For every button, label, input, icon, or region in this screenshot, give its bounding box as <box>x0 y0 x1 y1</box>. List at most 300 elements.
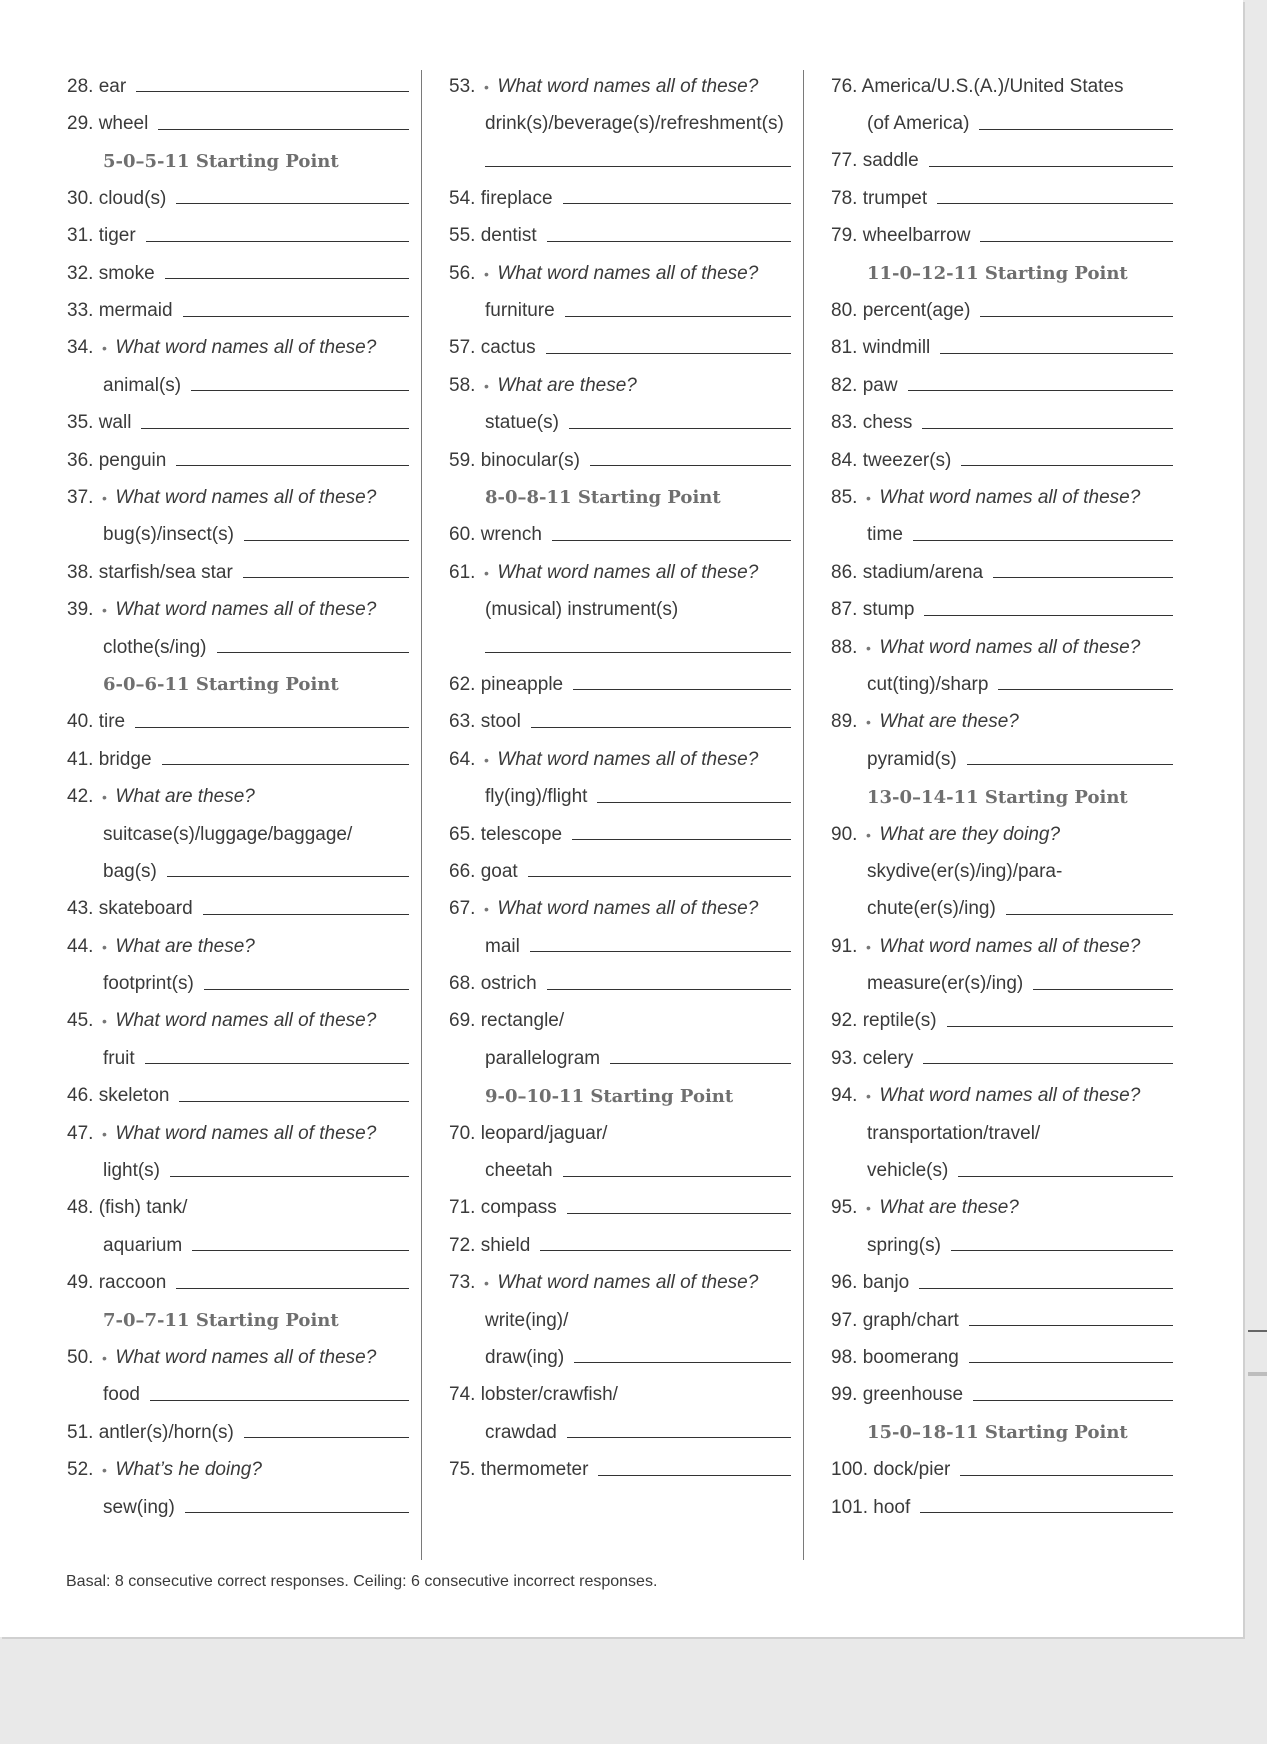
item-row <box>831 442 1173 479</box>
response-blank[interactable] <box>136 91 409 92</box>
item-row <box>449 292 791 329</box>
item-row <box>831 1302 1173 1339</box>
starting-point-heading: 13-0–14-11 Starting Point <box>867 786 1128 808</box>
item-row <box>67 442 409 479</box>
bullet-icon: • <box>101 489 107 506</box>
item-text: 51. antler(s)/horn(s) <box>67 1421 234 1443</box>
prompt-text: What are these? <box>115 935 255 957</box>
item-text: 70. leopard/jaguar/ <box>449 1122 608 1144</box>
item-text: 100. dock/pier <box>831 1459 951 1481</box>
response-blank[interactable] <box>967 764 1173 765</box>
item-number: 44. <box>67 935 94 957</box>
response-blank[interactable] <box>929 166 1173 167</box>
item-text: 96. banjo <box>831 1272 910 1294</box>
item-text: chute(er(s)/ing) <box>867 898 996 920</box>
item-text: 84. tweezer(s) <box>831 449 952 471</box>
response-blank[interactable] <box>485 166 791 167</box>
response-blank[interactable] <box>145 1063 409 1064</box>
prompt-text: What word names all of these? <box>497 898 759 920</box>
item-row <box>831 554 1173 591</box>
item-text: 29. wheel <box>67 113 149 135</box>
response-blank[interactable] <box>204 989 409 990</box>
item-row <box>831 1377 1173 1414</box>
item-row <box>67 554 409 591</box>
item-text: furniture <box>485 300 555 322</box>
item-row <box>831 405 1173 442</box>
bullet-icon: • <box>483 377 489 394</box>
item-text: 65. telescope <box>449 823 563 845</box>
item-row <box>831 1339 1173 1376</box>
item-text: animal(s) <box>103 374 182 396</box>
question-prompt <box>831 704 1173 741</box>
item-row <box>449 1339 791 1376</box>
column-divider <box>421 70 422 1560</box>
item-text: 28. ear <box>67 75 127 97</box>
item-row <box>449 218 791 255</box>
question-prompt <box>449 554 791 591</box>
response-blank[interactable] <box>598 1475 791 1476</box>
item-row <box>831 105 1173 142</box>
item-text: 35. wall <box>67 412 132 434</box>
prompt-text: What are these? <box>879 1197 1019 1219</box>
response-blank[interactable] <box>973 1400 1173 1401</box>
item-text: 48. (fish) tank/ <box>67 1197 188 1219</box>
item-number: 52. <box>67 1459 94 1481</box>
response-blank[interactable] <box>563 203 791 204</box>
item-text: 66. goat <box>449 860 518 882</box>
item-row <box>67 1152 409 1189</box>
response-blank[interactable] <box>192 1250 409 1251</box>
item-row <box>831 1451 1173 1488</box>
prompt-text: What word names all of these? <box>115 1122 377 1144</box>
response-blank[interactable] <box>919 1288 1173 1289</box>
item-text: 99. greenhouse <box>831 1384 964 1406</box>
question-prompt <box>831 928 1173 965</box>
item-text: 75. thermometer <box>449 1459 589 1481</box>
response-blank[interactable] <box>951 1250 1173 1251</box>
response-blank[interactable] <box>960 1475 1173 1476</box>
response-blank[interactable] <box>135 727 409 728</box>
item-row <box>449 1302 791 1339</box>
item-text: 43. skateboard <box>67 898 193 920</box>
starting-point-heading: 8-0–8-11 Starting Point <box>485 487 721 509</box>
response-blank[interactable] <box>167 876 409 877</box>
response-blank[interactable] <box>165 278 409 279</box>
response-blank[interactable] <box>947 1026 1173 1027</box>
item-text: 101. hoof <box>831 1496 911 1518</box>
question-prompt <box>67 1451 409 1488</box>
response-blank[interactable] <box>958 1176 1173 1177</box>
item-text: bug(s)/insect(s) <box>103 524 234 546</box>
response-blank[interactable] <box>547 989 791 990</box>
item-row <box>67 218 409 255</box>
item-text: 97. graph/chart <box>831 1309 959 1331</box>
item-text: write(ing)/ <box>485 1309 569 1331</box>
question-prompt <box>67 778 409 815</box>
item-row <box>831 1152 1173 1189</box>
response-blank[interactable] <box>610 1063 791 1064</box>
item-text: spring(s) <box>867 1234 941 1256</box>
item-text: aquarium <box>103 1234 183 1256</box>
item-number: 42. <box>67 786 94 808</box>
item-row <box>449 1227 791 1264</box>
response-blank[interactable] <box>1006 914 1173 915</box>
item-text: 72. shield <box>449 1234 531 1256</box>
prompt-text: What word names all of these? <box>497 748 759 770</box>
item-number: 53. <box>449 75 476 97</box>
item-row <box>67 1265 409 1302</box>
response-blank[interactable] <box>203 914 409 915</box>
bullet-icon: • <box>101 789 107 806</box>
item-text: 76. America/U.S.(A.)/United States <box>831 75 1124 97</box>
response-blank[interactable] <box>979 129 1173 130</box>
item-text: statue(s) <box>485 412 559 434</box>
item-text: 41. bridge <box>67 748 152 770</box>
item-row <box>831 517 1173 554</box>
item-row <box>831 1265 1173 1302</box>
item-row <box>831 292 1173 329</box>
response-blank[interactable] <box>573 689 791 690</box>
bullet-icon: • <box>101 1462 107 1479</box>
item-row <box>67 517 409 554</box>
item-number: 85. <box>831 486 858 508</box>
question-prompt <box>67 1115 409 1152</box>
prompt-text: What word names all of these? <box>497 1272 759 1294</box>
item-number: 88. <box>831 636 858 658</box>
response-blank[interactable] <box>183 316 409 317</box>
prompt-text: What are these? <box>497 374 637 396</box>
prompt-text: What word names all of these? <box>497 561 759 583</box>
item-text: 55. dentist <box>449 225 537 247</box>
item-row <box>67 965 409 1002</box>
item-number: 89. <box>831 711 858 733</box>
prompt-text: What are these? <box>879 711 1019 733</box>
prompt-text: What’s he doing? <box>115 1459 262 1481</box>
item-number: 94. <box>831 1085 858 1107</box>
item-row <box>67 891 409 928</box>
item-text: parallelogram <box>485 1047 601 1069</box>
item-row <box>449 1451 791 1488</box>
item-text: suitcase(s)/luggage/baggage/ <box>103 823 353 845</box>
item-text: drink(s)/beverage(s)/refreshment(s) <box>485 113 784 135</box>
item-text: transportation/travel/ <box>867 1122 1041 1144</box>
response-blank[interactable] <box>1033 989 1173 990</box>
item-text: 93. celery <box>831 1047 914 1069</box>
item-text: bag(s) <box>103 860 157 882</box>
item-text: 81. windmill <box>831 337 931 359</box>
response-blank[interactable] <box>908 390 1173 391</box>
item-text: 54. fireplace <box>449 187 553 209</box>
item-row <box>67 367 409 404</box>
item-row <box>67 68 409 105</box>
item-row <box>831 180 1173 217</box>
response-blank[interactable] <box>185 1512 409 1513</box>
item-row <box>449 1115 791 1152</box>
item-text: 98. boomerang <box>831 1346 959 1368</box>
response-blank[interactable] <box>530 951 791 952</box>
bullet-icon: • <box>483 265 489 282</box>
item-text: mail <box>485 935 520 957</box>
item-text: 57. cactus <box>449 337 536 359</box>
response-blank[interactable] <box>176 465 409 466</box>
question-prompt <box>449 891 791 928</box>
item-text: 31. tiger <box>67 225 136 247</box>
item-text: measure(er(s)/ing) <box>867 973 1024 995</box>
response-blank[interactable] <box>920 1512 1173 1513</box>
response-blank[interactable] <box>244 1437 409 1438</box>
bullet-icon: • <box>483 901 489 918</box>
response-blank[interactable] <box>531 727 791 728</box>
response-blank[interactable] <box>980 241 1173 242</box>
prompt-text: What are these? <box>115 786 255 808</box>
response-blank[interactable] <box>176 1288 409 1289</box>
item-number: 58. <box>449 374 476 396</box>
starting-point-heading: 6-0–6-11 Starting Point <box>103 674 339 696</box>
prompt-text: What word names all of these? <box>115 337 377 359</box>
response-blank[interactable] <box>176 203 409 204</box>
response-blank[interactable] <box>546 353 791 354</box>
response-blank[interactable] <box>191 390 409 391</box>
item-text: draw(ing) <box>485 1346 565 1368</box>
question-prompt <box>831 816 1173 853</box>
response-blank[interactable] <box>937 203 1173 204</box>
response-blank[interactable] <box>565 316 791 317</box>
response-blank[interactable] <box>244 540 409 541</box>
response-blank[interactable] <box>924 615 1173 616</box>
item-text: 33. mermaid <box>67 300 173 322</box>
item-number: 95. <box>831 1197 858 1219</box>
item-row <box>449 928 791 965</box>
item-row <box>67 1377 409 1414</box>
starting-point-heading: 9-0–10-11 Starting Point <box>485 1085 734 1107</box>
item-row <box>449 666 791 703</box>
item-number: 50. <box>67 1346 94 1368</box>
item-number: 34. <box>67 337 94 359</box>
item-row <box>67 853 409 890</box>
bullet-icon: • <box>101 1125 107 1142</box>
item-text: 40. tire <box>67 711 126 733</box>
item-row <box>67 629 409 666</box>
item-row <box>449 1414 791 1451</box>
response-blank[interactable] <box>590 465 791 466</box>
response-blank[interactable] <box>567 1213 791 1214</box>
item-text: 60. wrench <box>449 524 542 546</box>
item-text: cut(ting)/sharp <box>867 673 989 695</box>
item-number: 56. <box>449 262 476 284</box>
question-prompt <box>449 367 791 404</box>
question-prompt <box>831 1078 1173 1115</box>
item-row <box>449 965 791 1002</box>
response-blank[interactable] <box>485 652 791 653</box>
question-prompt <box>831 479 1173 516</box>
item-row <box>831 68 1173 105</box>
question-prompt <box>449 1265 791 1302</box>
item-row <box>449 591 791 628</box>
item-number: 73. <box>449 1272 476 1294</box>
response-blank[interactable] <box>567 1437 791 1438</box>
item-row <box>831 891 1173 928</box>
question-prompt <box>67 479 409 516</box>
bullet-icon: • <box>101 602 107 619</box>
item-row <box>831 1489 1173 1526</box>
response-blank[interactable] <box>150 1400 409 1401</box>
item-row <box>449 778 791 815</box>
item-number: 61. <box>449 561 476 583</box>
question-prompt <box>67 928 409 965</box>
item-row <box>67 1190 409 1227</box>
item-text: time <box>867 524 903 546</box>
item-row <box>449 1152 791 1189</box>
item-text: skydive(er(s)/ing)/para- <box>867 860 1063 882</box>
item-number: 67. <box>449 898 476 920</box>
response-blank[interactable] <box>547 241 791 242</box>
item-row <box>67 1040 409 1077</box>
item-text: 86. stadium/arena <box>831 561 984 583</box>
prompt-text: What word names all of these? <box>115 599 377 621</box>
response-blank[interactable] <box>540 1250 791 1251</box>
column-3 <box>831 68 1173 1526</box>
item-number: 90. <box>831 823 858 845</box>
column-divider <box>803 70 804 1560</box>
item-text: clothe(s/ing) <box>103 636 207 658</box>
item-row <box>831 591 1173 628</box>
item-text: 59. binocular(s) <box>449 449 580 471</box>
item-text: vehicle(s) <box>867 1160 949 1182</box>
response-blank[interactable] <box>923 1063 1173 1064</box>
bullet-icon: • <box>865 639 871 656</box>
bullet-icon: • <box>865 1200 871 1217</box>
response-blank[interactable] <box>572 839 791 840</box>
column-2 <box>449 68 791 1489</box>
response-blank[interactable] <box>170 1176 409 1177</box>
item-text: pyramid(s) <box>867 748 957 770</box>
response-blank[interactable] <box>913 540 1173 541</box>
page-edge-mark <box>1248 1372 1267 1376</box>
bullet-icon: • <box>865 714 871 731</box>
item-text: 78. trumpet <box>831 187 928 209</box>
response-blank[interactable] <box>141 428 409 429</box>
item-row <box>831 965 1173 1002</box>
page-edge-mark <box>1248 1330 1267 1332</box>
response-blank[interactable] <box>969 1325 1173 1326</box>
item-text: footprint(s) <box>103 973 194 995</box>
response-blank[interactable] <box>574 1362 791 1363</box>
item-text: 82. paw <box>831 374 898 396</box>
response-blank[interactable] <box>980 316 1173 317</box>
item-text: sew(ing) <box>103 1496 175 1518</box>
response-blank[interactable] <box>597 802 791 803</box>
item-row <box>449 1040 791 1077</box>
item-text: 68. ostrich <box>449 973 537 995</box>
item-row <box>67 816 409 853</box>
response-blank[interactable] <box>158 129 409 130</box>
item-row <box>449 330 791 367</box>
response-row <box>449 143 791 180</box>
prompt-text: What word names all of these? <box>879 636 1141 658</box>
item-row <box>831 143 1173 180</box>
item-text: crawdad <box>485 1421 557 1443</box>
item-text: 74. lobster/crawfish/ <box>449 1384 618 1406</box>
response-blank[interactable] <box>162 764 409 765</box>
column-1 <box>67 68 409 1526</box>
response-blank[interactable] <box>940 353 1173 354</box>
response-blank[interactable] <box>998 689 1173 690</box>
item-text: 62. pineapple <box>449 673 564 695</box>
question-prompt <box>831 629 1173 666</box>
item-row <box>67 180 409 217</box>
bullet-icon: • <box>101 1349 107 1366</box>
item-row <box>449 405 791 442</box>
bullet-icon: • <box>483 78 489 95</box>
response-blank[interactable] <box>552 540 791 541</box>
item-row <box>67 292 409 329</box>
response-blank[interactable] <box>179 1101 409 1102</box>
response-blank[interactable] <box>569 428 791 429</box>
item-row <box>449 180 791 217</box>
item-number: 37. <box>67 486 94 508</box>
item-row <box>67 1489 409 1526</box>
item-text: 77. saddle <box>831 150 919 172</box>
item-row <box>831 1040 1173 1077</box>
item-number: 91. <box>831 935 858 957</box>
item-text: (musical) instrument(s) <box>485 599 679 621</box>
response-blank[interactable] <box>922 428 1173 429</box>
item-number: 39. <box>67 599 94 621</box>
item-text: 69. rectangle/ <box>449 1010 565 1032</box>
item-text: 63. stool <box>449 711 521 733</box>
response-blank[interactable] <box>243 577 409 578</box>
question-prompt <box>449 741 791 778</box>
starting-point-heading: 7-0–7-11 Starting Point <box>103 1310 339 1332</box>
item-row <box>831 1115 1173 1152</box>
item-text: 30. cloud(s) <box>67 187 167 209</box>
item-row <box>831 1227 1173 1264</box>
item-text: 87. stump <box>831 599 915 621</box>
item-text: light(s) <box>103 1160 161 1182</box>
item-row <box>67 704 409 741</box>
response-blank[interactable] <box>528 876 791 877</box>
prompt-text: What word names all of these? <box>115 1346 377 1368</box>
item-row <box>449 105 791 142</box>
response-blank[interactable] <box>146 241 409 242</box>
question-prompt <box>831 1190 1173 1227</box>
response-blank[interactable] <box>217 652 410 653</box>
bullet-icon: • <box>101 1013 107 1030</box>
item-row <box>831 853 1173 890</box>
item-text: cheetah <box>485 1160 553 1182</box>
response-row <box>449 629 791 666</box>
bullet-icon: • <box>483 564 489 581</box>
response-blank[interactable] <box>563 1176 791 1177</box>
item-row <box>831 367 1173 404</box>
response-blank[interactable] <box>969 1362 1173 1363</box>
item-text: 79. wheelbarrow <box>831 225 971 247</box>
item-row <box>831 666 1173 703</box>
starting-point-heading: 15-0–18-11 Starting Point <box>867 1422 1128 1444</box>
item-text: 83. chess <box>831 412 913 434</box>
item-text: (of America) <box>867 113 970 135</box>
bullet-icon: • <box>865 938 871 955</box>
item-row <box>449 816 791 853</box>
prompt-text: What word names all of these? <box>497 75 759 97</box>
question-prompt <box>67 591 409 628</box>
response-blank[interactable] <box>961 465 1173 466</box>
item-text: 36. penguin <box>67 449 167 471</box>
item-row <box>67 255 409 292</box>
item-row <box>831 1003 1173 1040</box>
item-row <box>449 517 791 554</box>
response-blank[interactable] <box>993 577 1173 578</box>
